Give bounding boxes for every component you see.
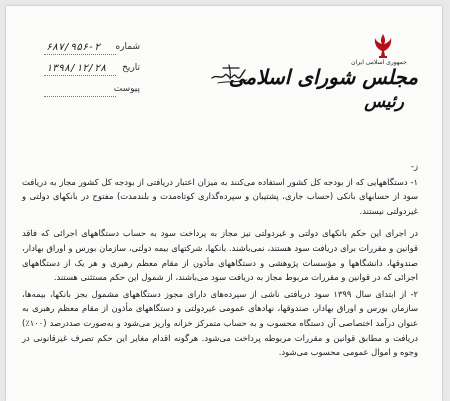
attachment-field <box>44 84 140 98</box>
item-1-continued-paragraph: در اجرای این حکم بانکهای دولتی و غیردولتی نیز مجاز به پرداخت سود به حساب دستگاههای اجرائی که فاقد قوانین و مقررات برای دریافت سود هستند، نمی‌باشند. بانکها، شرکتهای بیمه دولتی، سازمان بورس و اوراق بهادار، صندوقها، دانشگاهها و مؤسسات پژوهشی و دستگاههای مأذون از مقام معظم رهبری و هر یک از دستگاههای اجرائی که در قوانین و مقررات مربوط مجاز به دریافت سود می‌باشند، از شمول این حکم مستثنی هستند. <box>22 228 418 283</box>
letter-page <box>6 6 442 401</box>
number-dotted-line <box>44 54 116 55</box>
attachment-dotted-line <box>44 96 116 97</box>
handwritten-signature <box>209 62 253 88</box>
signatory-title: رئیس <box>364 92 404 112</box>
number-label: شماره <box>115 42 140 52</box>
item-1-paragraph: ۱- دستگاههایی که از بودجه کل کشور استفاده می‌کنند به میزان اعتبار دریافتی از بودجه کل کشور مجاز به دریافت سود از حسابهای بانکی (حساب جاری، پشتیبان و سپرده‌گذاری کوتاه‌مدت و بلندمدت) مفتوح در بانکهای دولتی و غیردولتی نیستند. <box>22 176 418 216</box>
item-2-paragraph: ۲- از ابتدای سال ۱۳۹۹ سود دریافتی ناشی از سپرده‌های دارای مجوز دستگاههای مشمول بجز بانکها، بیمه‌ها، سازمان بورس و اوراق بهادار، صندوقها، نهادهای عمومی غیردولتی و دستگاههای مأذون از مقام معظم رهبری به عنوان درآمد اختصاصی آن دستگاه محسوب و به حساب متمرکز خزانه واریز می‌شود و به‌صورت صددرصد (۱۰۰٪) دریافت و مطابق قوانین و مقررات مربوطه پرداخت می‌شود. هرگونه اقدام مغایر این حکم تصرف غیرقانونی در وجوه و اموال عمومی محسوب می‌شود. <box>22 288 418 358</box>
letter-body <box>22 159 418 360</box>
salutation: ز- <box>410 161 418 171</box>
issuer-line: جمهوری اسلامی ایران <box>351 59 407 66</box>
date-value: ۱۳۹۸/۱۲/۲۸ <box>46 63 107 74</box>
attachment-label: پیوست <box>113 84 140 94</box>
date-label: تاریخ <box>122 63 140 73</box>
date-dotted-line <box>44 75 116 76</box>
number-field <box>44 42 140 56</box>
date-field <box>44 63 140 77</box>
iran-emblem-icon <box>370 32 396 60</box>
number-value: ۶۸۷/۹۵۶-۲ <box>46 42 101 53</box>
organization-name: مجلس شورای اسلامی <box>228 65 418 89</box>
